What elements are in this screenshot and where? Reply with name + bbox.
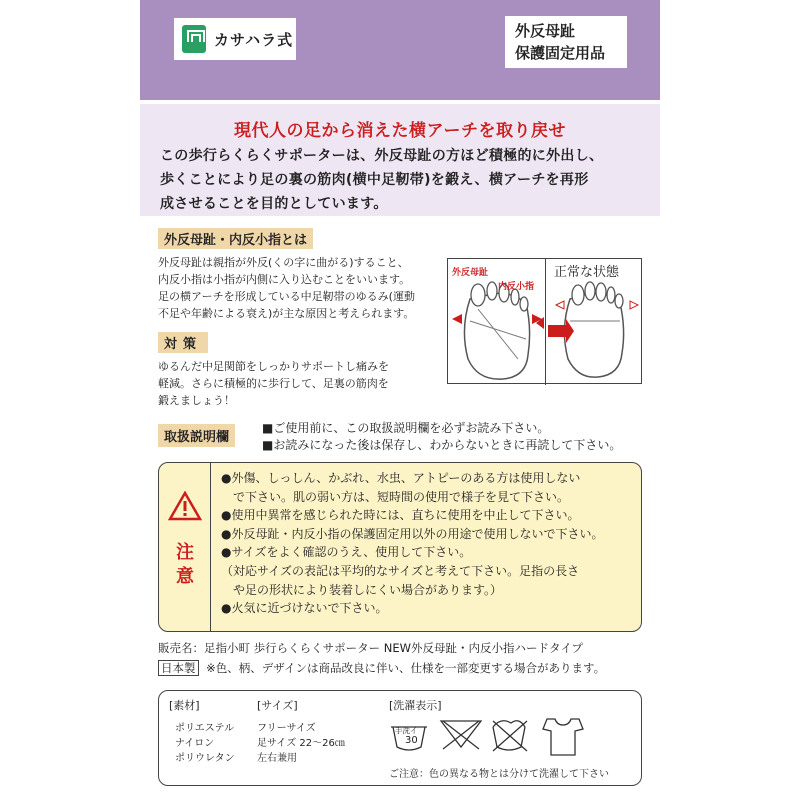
intro-body	[160, 144, 650, 216]
product-tag-line2: 保護固定用品	[515, 44, 606, 62]
size-header: [サイズ]	[257, 699, 298, 712]
made-in-line	[158, 660, 605, 676]
material-item: ナイロン	[175, 738, 215, 749]
intro-line: 成させることを目的としています。	[160, 196, 388, 212]
seller-name: 販売名：足指小町 歩行らくらくサポーター NEW外反母趾・内反小指ハードタイプ	[158, 641, 583, 655]
intro-line: 歩くことにより足の裏の筋肉(横中足靭帯)を鍛え、横アーチを再形	[160, 172, 589, 188]
text-line: 軽減。さらに積極的に歩行して、足裏の筋肉を	[158, 377, 389, 390]
intro-panel	[140, 104, 660, 216]
hang-dry-icon	[543, 719, 583, 755]
manual-label: 取扱説明欄	[158, 424, 235, 447]
label-bunionette: 内反小指	[498, 282, 535, 292]
brand-mark-icon	[182, 25, 206, 53]
caution-item: や足の形状により装着しにくい場合があります。）	[221, 582, 503, 597]
section-what-text	[158, 254, 438, 322]
manual-notes	[262, 420, 662, 454]
caution-item: ●使用中異常を感じられた時には、直ちに使用を中止して下さい。	[221, 508, 580, 523]
manual-note: ■お読みになった後は保存し、わからないときに再読して下さい。	[262, 438, 622, 452]
wash-header: [洗濯表示]	[389, 699, 442, 712]
caution-item: で下さい。肌の弱い方は、短時間の使用で様子を見て下さい。	[221, 489, 570, 504]
text-line: ゆるんだ中足関節をしっかりサポートし痛みを	[158, 360, 389, 373]
section-what-label: 外反母趾・内反小指とは	[158, 228, 313, 249]
label-normal-state: 正常な状態	[554, 265, 620, 280]
package-card	[140, 0, 660, 800]
material-item: ポリウレタン	[175, 753, 235, 764]
caution-box	[158, 462, 642, 632]
text-line: 鍛えましょう！	[158, 394, 235, 407]
caution-list	[221, 469, 641, 618]
material-header: [素材]	[169, 699, 200, 712]
size-item: 足サイズ 22～26㎝	[257, 738, 345, 749]
warning-triangle-icon	[168, 491, 202, 521]
caution-item: （対応サイズの表記は平均的なサイズと考えて下さい。足指の長さ	[221, 563, 580, 578]
no-bleach-icon	[441, 721, 481, 749]
figure-divider	[545, 259, 546, 385]
section-measure-text	[158, 358, 438, 409]
section-measure-label: 対策	[158, 332, 208, 353]
material-list	[175, 721, 235, 766]
spec-box	[158, 690, 642, 786]
header-band	[140, 0, 660, 100]
no-tumble-dry-icon	[493, 721, 527, 751]
design-change-note: ※色、柄、デザインは商品改良に伴い、仕様を一部変更する場合があります。	[206, 661, 606, 675]
caution-item: ●外傷、しっしん、かぶれ、水虫、アトピーのある方は使用しない	[221, 471, 581, 485]
label-hallux-valgus: 外反母趾	[452, 268, 489, 278]
caution-item: ●火気に近づけないで下さい。	[221, 601, 388, 616]
text-line: 不足や年齢による衰え)が主な原因と考えられます。	[158, 307, 415, 320]
brand-logo	[174, 18, 296, 60]
manual-note: ■ご使用前に、この取扱説明欄を必ずお読み下さい。	[262, 421, 550, 435]
caution-word	[173, 541, 197, 589]
caution-side	[159, 463, 211, 632]
wash-symbols	[389, 713, 599, 761]
made-in-badge: 日本製	[158, 660, 199, 676]
wash-temperature: 30	[405, 735, 418, 746]
hand-wash-label: 手洗イ	[395, 726, 418, 735]
size-item: フリーサイズ	[257, 723, 316, 734]
wash-note: ご注意：色の異なる物とは分けて洗濯して下さい	[389, 769, 609, 780]
foot-diagram	[447, 258, 642, 384]
caution-item: ●サイズをよく確認のうえ、使用して下さい。	[221, 545, 472, 560]
caution-item: ●外反母趾・内反小指の保護固定用以外の用途で使用しないで下さい。	[221, 526, 604, 541]
brand-name: カサハラ式	[214, 30, 294, 49]
text-line: 足の横アーチを形成している中足靭帯のゆるみ(運動	[158, 290, 415, 303]
material-item: ポリエステル	[175, 723, 235, 734]
size-list	[257, 721, 345, 766]
intro-title: 現代人の足から消えた横アーチを取り戻せ	[234, 121, 566, 141]
product-tag	[505, 16, 627, 68]
text-line: 内反小指は小指が内側に入り込むことをいいます。	[158, 273, 411, 286]
size-item: 左右兼用	[257, 753, 297, 764]
caution-char: 意	[176, 566, 194, 587]
text-line: 外反母趾は親指が外反(くの字に曲がる)すること、	[158, 256, 409, 269]
caution-char: 注	[176, 542, 194, 563]
intro-line: この歩行らくらくサポーターは、外反母趾の方ほど積極的に外出し、	[160, 148, 604, 164]
product-tag-line1: 外反母趾	[515, 22, 576, 40]
